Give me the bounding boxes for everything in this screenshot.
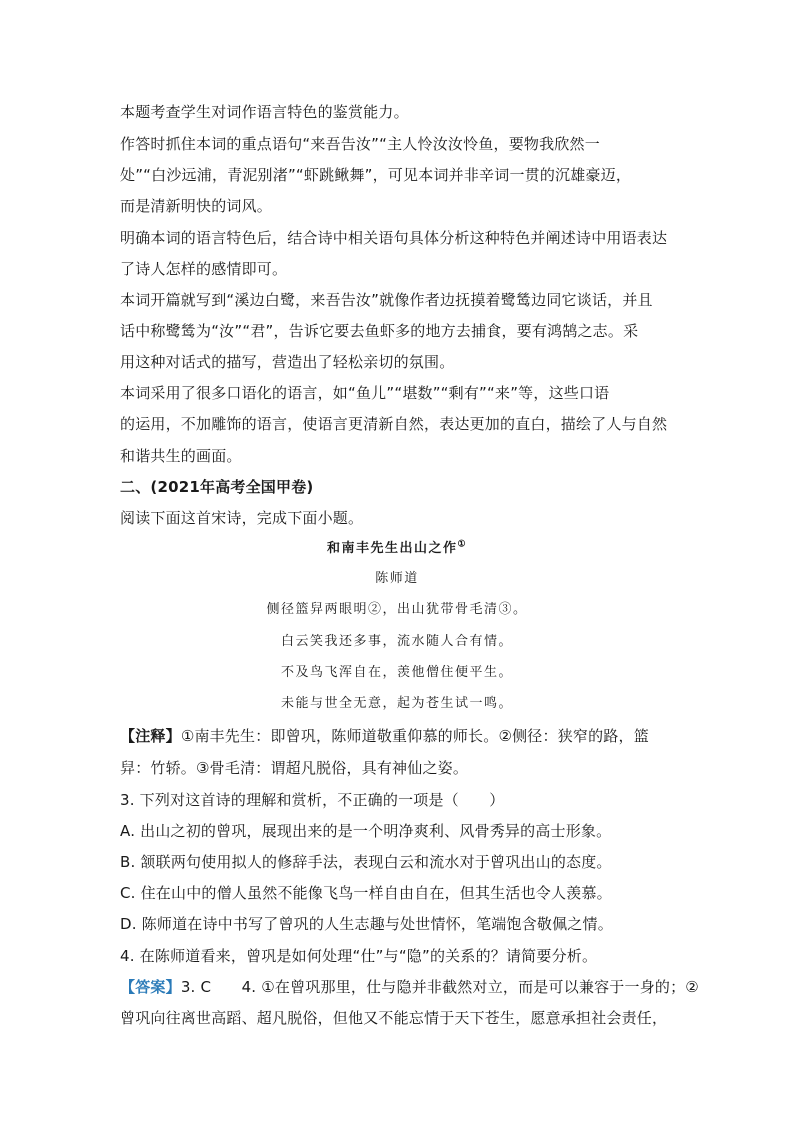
option-a: A. 出山之初的曾巩，展现出来的是一个明净爽利、风骨秀异的高士形象。 xyxy=(120,822,612,840)
analysis-line-5: 明确本词的语言特色后，结合诗中相关语句具体分析这种特色并阐述诗中用语表达 xyxy=(120,229,668,247)
answer-line-1 xyxy=(120,977,699,997)
poem-title xyxy=(0,540,794,558)
question-4: 4. 在陈师道看来，曾巩是如何处理“仕”与“隐”的关系的？请简要分析。 xyxy=(120,947,598,965)
analysis-line-12: 和谐共生的画面。 xyxy=(120,447,242,465)
poem-line-1-part-b: ，出山犹带骨毛清 xyxy=(382,602,499,617)
analysis-line-7: 本词开篇就写到“溪边白鹭，来吾告汝”就像作者边抚摸着鹭鸶边同它谈话，并且 xyxy=(120,291,653,309)
poem-line-1-footnote-mark-2: ③ xyxy=(498,602,514,617)
notes-label: 【注释】 xyxy=(120,727,181,745)
analysis-line-10: 本词采用了很多口语化的语言，如“鱼儿”“堪数”“剩有”“来”等，这些口语 xyxy=(120,384,610,402)
answer-label: 【答案】 xyxy=(120,978,181,996)
analysis-line-9: 用这种对话式的描写，营造出了轻松亲切的氛围。 xyxy=(120,353,455,371)
notes-line-1 xyxy=(120,726,649,746)
question-3: 3. 下列对这首诗的理解和赏析，不正确的一项是（ ） xyxy=(120,791,505,809)
answer-line-2: 曾巩向往离世高蹈、超凡脱俗，但他又不能忘情于天下苍生，愿意承担社会责任， xyxy=(120,1009,668,1027)
analysis-line-8: 话中称鹭鸶为“汝”“君”，告诉它要去鱼虾多的地方去捕食，要有鸿鹄之志。采 xyxy=(120,322,639,340)
analysis-line-3: 处”“白沙远浦，青泥别渚”“虾跳鳅舞”，可见本词并非辛词一贯的沉雄豪迈， xyxy=(120,166,632,184)
poem-line-4: 未能与世全无意，起为苍生试一鸣。 xyxy=(280,696,513,711)
option-c: C. 住在山中的僧人虽然不能像飞鸟一样自由自在，但其生活也令人羡慕。 xyxy=(120,884,612,902)
section-instruction: 阅读下面这首宋诗，完成下面小题。 xyxy=(120,509,364,527)
poem-title-text: 和南丰先生出山之作 xyxy=(326,541,458,556)
poem-line-1-part-c: 。 xyxy=(513,602,528,617)
analysis-line-6: 了诗人怎样的感情即可。 xyxy=(120,260,288,278)
poem-title-footnote-mark: ① xyxy=(457,539,468,550)
poem-line-1-footnote-mark: ② xyxy=(367,602,383,617)
section-heading: 二、(2021年高考全国甲卷) xyxy=(120,478,314,496)
analysis-line-2: 作答时抓住本词的重点语句“来吾告汝”“主人怜汝汝怜鱼，要物我欣然一 xyxy=(120,135,600,153)
poem-line-3: 不及鸟飞浑自在，羡他僧住便平生。 xyxy=(280,665,513,680)
analysis-line-1: 本题考查学生对词作语言特色的鉴赏能力。 xyxy=(120,103,409,121)
analysis-line-11: 的运用，不加雕饰的语言，使语言更清新自然，表达更加的直白，描绘了人与自然 xyxy=(120,415,668,433)
poem-line-2: 白云笑我还多事，流水随人合有情。 xyxy=(280,634,513,649)
poem-line-1-part-a: 侧径篮舁两眼明 xyxy=(266,602,368,617)
notes-line-1-text: ①南丰先生：即曾巩，陈师道敬重仰慕的师长。②侧径：狭窄的路，篮 xyxy=(180,727,649,745)
option-b: B. 颔联两句使用拟人的修辞手法，表现白云和流水对于曾巩出山的态度。 xyxy=(120,853,612,871)
answer-line-1-text: 3. C 4. ①在曾巩那里，仕与隐并非截然对立，而是可以兼容于一身的；② xyxy=(180,978,699,996)
analysis-line-4: 而是清新明快的词风。 xyxy=(120,197,273,215)
poem-line-1 xyxy=(0,601,794,619)
poem-author: 陈师道 xyxy=(375,571,419,586)
option-d: D. 陈师道在诗中书写了曾巩的人生志趣与处世情怀，笔端饱含敬佩之情。 xyxy=(120,915,613,933)
notes-line-2: 舁：竹轿。③骨毛清：谓超凡脱俗，具有神仙之姿。 xyxy=(120,759,469,777)
